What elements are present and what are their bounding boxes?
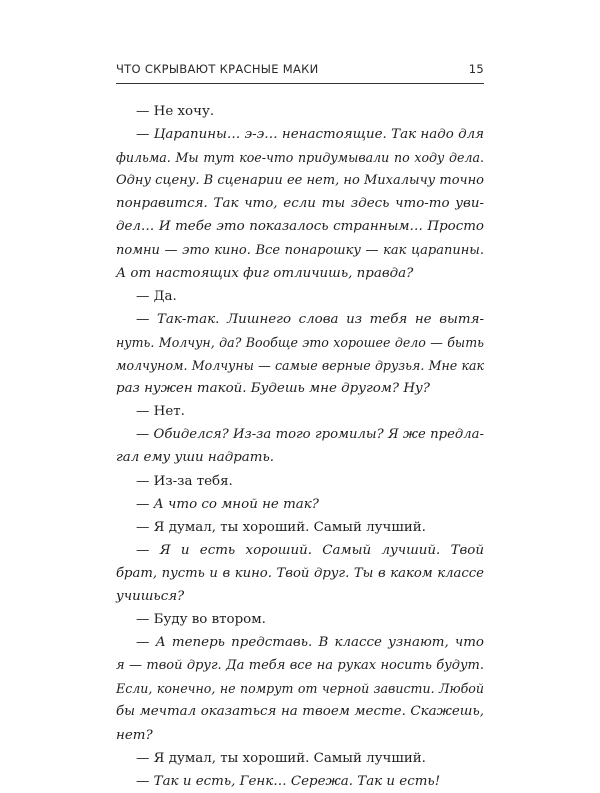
text-line: — Я думал, ты хороший. Самый лучший. xyxy=(136,519,426,535)
text-line: помни — это кино. Все понарошку — как царапины. xyxy=(116,242,484,258)
text-line: брат, пусть и в кино. Твой друг. Ты в каком классе xyxy=(116,565,484,581)
text-line: — Нет. xyxy=(136,404,185,420)
text-line: — А теперь представь. В классе узнают, что xyxy=(136,635,484,651)
body-text xyxy=(116,100,484,793)
text-line: — Царапины… э-э… ненастоящие. Так надо для xyxy=(136,127,484,143)
header-rule xyxy=(116,83,484,84)
text-line: молчуном. Молчуны — самые верные друзья. Мне как xyxy=(116,358,484,374)
text-line: — Я и есть хороший. Самый лучший. Твой xyxy=(136,542,484,558)
text-line: нет? xyxy=(116,727,153,743)
text-line: учишься? xyxy=(116,588,185,604)
text-line: — Из-за тебя. xyxy=(136,473,233,489)
text-line: — Да. xyxy=(136,288,177,304)
text-line: — Так-так. Лишнего слова из тебя не вытя- xyxy=(136,311,484,327)
text-line: дел… И тебе это показалось странным… Просто xyxy=(116,219,484,235)
text-line: бы мечтал оказаться на твоем месте. Скажешь, xyxy=(116,704,484,720)
running-title: ЧТО СКРЫВАЮТ КРАСНЫЕ МАКИ xyxy=(116,62,319,76)
text-line: нуть. Молчун, да? Вообще это хорошее дело — быть xyxy=(116,334,484,350)
text-line: — Я думал, ты хороший. Самый лучший. xyxy=(136,750,426,766)
text-line: — Так и есть, Генк… Сережа. Так и есть! xyxy=(136,773,441,789)
text-line: гал ему уши надрать. xyxy=(116,450,275,466)
text-line: — А что со мной не так? xyxy=(136,496,319,512)
text-line: Если, конечно, не помрут от черной зависти. Любой xyxy=(116,681,484,697)
text-line: я — твой друг. Да тебя все на руках носить будут. xyxy=(116,658,484,674)
text-line: — Буду во втором. xyxy=(136,612,266,628)
text-line: А от настоящих фиг отличишь, правда? xyxy=(116,265,414,281)
text-line: — Не хочу. xyxy=(136,104,215,119)
text-line: — Обиделся? Из-за того громилы? Я же предла- xyxy=(136,427,484,443)
text-line: раз нужен такой. Будешь мне другом? Ну? xyxy=(116,381,430,397)
text-line: понравится. Так что, если ты здесь что-то уви- xyxy=(116,196,484,212)
text-line: фильма. Мы тут кое-что придумывали по ходу дела. xyxy=(116,150,484,166)
text-line: Одну сцену. В сценарии ее нет, но Михалычу точно xyxy=(116,173,484,189)
running-head xyxy=(116,58,484,78)
page-number: 15 xyxy=(468,62,484,76)
